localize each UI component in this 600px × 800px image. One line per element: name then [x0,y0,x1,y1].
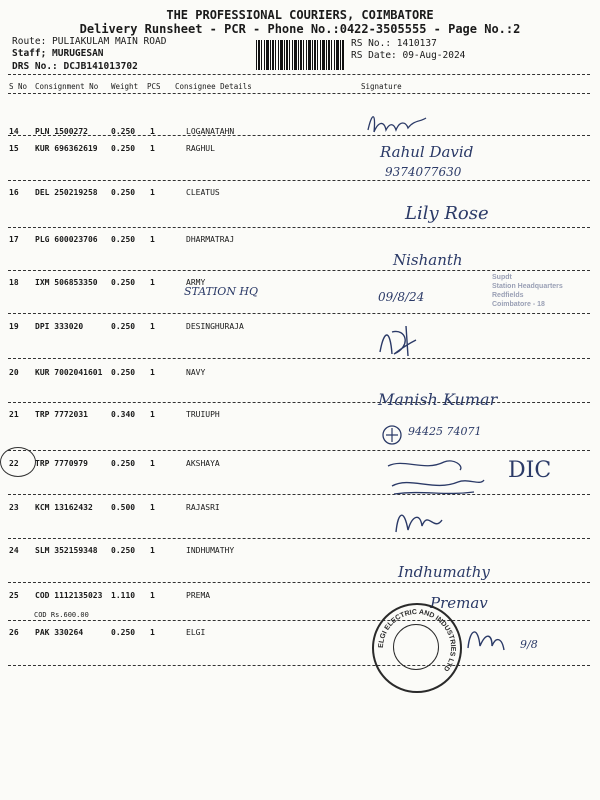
row-cons: SLM 352159348 [35,546,98,555]
row-sno: 26 [9,628,19,637]
row-cons: DPI 333020 [35,322,84,331]
row-pcs: 1 [150,628,155,637]
phone-row-21: 94425 74071 [408,425,482,438]
row-name: ELGI [186,628,206,637]
row-cons: DEL 250219258 [35,188,98,197]
row-separator [8,538,590,539]
row-cons: PAK 330264 [35,628,84,637]
col-consignee: Consignee Details [175,82,252,91]
row-weight: 0.340 [111,410,136,419]
staff-label: Staff; MURUGESAN [12,48,104,59]
signature-row-19 [372,322,432,362]
row-name: RAJASRI [186,503,220,512]
seal-label: ELGI ELECTRIC AND INDUSTRIES LTD [377,608,457,673]
header-rule-top [8,74,590,75]
row-sno: 16 [9,188,19,197]
row-name: INDHUMATHY [186,546,235,555]
row-pcs: 1 [150,144,155,153]
signature-row-24: Indhumathy [398,563,490,581]
row-pcs: 1 [150,235,155,244]
col-weight: Weight [111,82,139,91]
signature-row-20: Manish Kumar [378,390,498,409]
row-pcs: 1 [150,459,155,468]
row-pcs: 1 [150,368,155,377]
row-separator [8,180,590,181]
row-sno: 20 [9,368,19,377]
col-sno: S No [9,82,28,91]
row-pcs: 1 [150,410,155,419]
svg-text:ELGI ELECTRIC AND INDUSTRIES L [378,609,456,672]
col-pcs: PCS [147,82,161,91]
signature-row-25: Premav [430,594,488,612]
row-cons: PLN 1500272 [35,127,88,136]
col-consignment: Consignment No [35,82,99,91]
row-sno: 22 [9,459,19,468]
row-cons: COD 1112135023 [35,591,103,600]
signature-row-17: Nishanth [393,251,463,269]
row-sno: 18 [9,278,19,287]
company-title: THE PROFESSIONAL COURIERS, COIMBATORE [166,8,434,22]
row-name: DHARMATRAJ [186,235,235,244]
row-name: LOGANATAHN [186,127,235,136]
row-weight: 0.250 [111,144,136,153]
row-pcs: 1 [150,591,155,600]
row-sno: 15 [9,144,19,153]
row-weight: 0.250 [111,459,136,468]
date-row-26: 9/8 [520,638,538,651]
initials-row-22: DIC [508,458,552,483]
row-separator [8,665,590,666]
date-row-18: 09/8/24 [378,290,425,304]
row-weight: 0.250 [111,127,136,136]
row-name: DESINGHURAJA [186,322,244,331]
row-separator [8,494,590,495]
drs-number: DRS No.: DCJB141013702 [12,61,138,72]
row-sno: 24 [9,546,19,555]
signature-row-14 [362,108,432,138]
row-separator [8,227,590,228]
row-pcs: 1 [150,546,155,555]
row-name: PREMA [186,591,211,600]
station-hq-stamp [492,273,563,309]
row-pcs: 1 [150,503,155,512]
row-separator [8,313,590,314]
row-sno: 21 [9,410,19,419]
row-weight: 1.110 [111,591,136,600]
row-cons: IXM 506853350 [35,278,98,287]
row-name: AKSHAYA [186,459,220,468]
row-separator [8,402,590,403]
col-signature: Signature [361,82,402,91]
row-sno: 23 [9,503,19,512]
row-separator [8,582,590,583]
row-name: CLEATUS [186,188,220,197]
row-cons: KCM 13162432 [35,503,93,512]
row-pcs: 1 [150,322,155,331]
row-separator [8,450,590,451]
signature-row-26 [462,620,518,660]
barcode [256,40,344,70]
row-cons: TRP 7770979 [35,459,88,468]
row-weight: 0.500 [111,503,136,512]
stamp-line-2: Station Headquarters [492,283,563,290]
row-cons: KUR 696362619 [35,144,98,153]
row-name: TRUIUPH [186,410,220,419]
row-weight: 0.250 [111,368,136,377]
row-name: RAGHUL [186,144,215,153]
note-row-18: STATION HQ [184,285,259,298]
rs-date: RS Date: 09-Aug-2024 [351,50,466,61]
runsheet-title: Delivery Runsheet - PCR - Phone No.:0422-3505555 - Page No.:2 [79,22,521,36]
cod-amount: COD Rs.600.00 [34,611,89,619]
row-cons: TRP 7772031 [35,410,88,419]
signature-row-16: Lily Rose [405,203,489,224]
row-sno: 25 [9,591,19,600]
row-separator [8,270,590,271]
stamp-line-3: Redfields [492,292,524,299]
row-name: ARMY [186,278,206,287]
signature-row-23 [390,502,450,538]
route-label: Route: PULIAKULAM MAIN ROAD [12,36,167,47]
row-weight: 0.250 [111,628,136,637]
row-cons: KUR 7002041601 [35,368,103,377]
row-weight: 0.250 [111,546,136,555]
signature-row-21 [380,423,406,447]
row-cons: PLG 600023706 [35,235,98,244]
row-22-circle-mark [0,447,36,477]
row-sno: 14 [9,127,19,136]
row-name: NAVY [186,368,206,377]
row-separator [8,358,590,359]
stamp-line-1: Supdt [492,274,512,281]
rs-number: RS No.: 1410137 [351,38,437,49]
row-pcs: 1 [150,278,155,287]
row-pcs: 1 [150,188,155,197]
company-seal-text [372,603,462,693]
row-separator [8,135,590,136]
row-weight: 0.250 [111,278,136,287]
row-weight: 0.250 [111,188,136,197]
phone-row-15: 9374077630 [385,165,462,179]
row-sno: 19 [9,322,19,331]
row-sno: 17 [9,235,19,244]
signature-row-15: Rahul David [380,143,474,161]
row-pcs: 1 [150,127,155,136]
stamp-line-4: Coimbatore - 18 [492,301,545,308]
signature-row-22 [384,452,494,500]
row-weight: 0.250 [111,235,136,244]
header-rule-bottom [8,93,590,94]
row-weight: 0.250 [111,322,136,331]
